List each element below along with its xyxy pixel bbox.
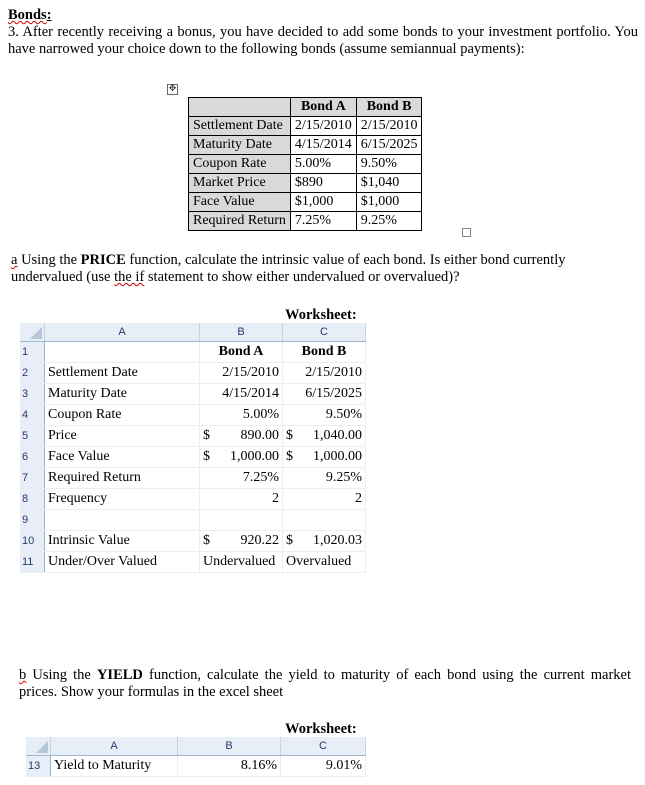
cell-a[interactable]: Face Value — [45, 447, 200, 468]
part-a-text3: statement to show either undervalued or overvalued)? — [144, 269, 460, 285]
bond-table-header — [189, 98, 422, 117]
cell-b[interactable]: 8.16% — [178, 756, 281, 777]
bond-row-label: Maturity Date — [189, 136, 291, 155]
currency-symbol: $ — [203, 428, 210, 443]
table-row — [20, 447, 366, 468]
cell-c[interactable] — [283, 531, 366, 552]
title-suffix: : — [46, 7, 52, 23]
cell-b[interactable] — [200, 426, 283, 447]
worksheet1-title: Worksheet: — [285, 307, 357, 323]
cell-c[interactable]: 9.01% — [281, 756, 366, 777]
cell-b[interactable] — [200, 510, 283, 531]
cell-b[interactable]: 5.00% — [200, 405, 283, 426]
cell-a[interactable]: Frequency — [45, 489, 200, 510]
part-a-text1: Using the — [17, 252, 81, 268]
cell-c[interactable]: 2 — [283, 489, 366, 510]
cell-c[interactable]: Overvalued — [283, 552, 366, 573]
bond-row-label: Settlement Date — [189, 117, 291, 136]
cell-value: 1,020.03 — [313, 533, 362, 548]
row-number[interactable]: 1 — [20, 342, 45, 363]
row-number[interactable]: 6 — [20, 447, 45, 468]
cell-a[interactable] — [45, 510, 200, 531]
row-number[interactable]: 2 — [20, 363, 45, 384]
intro-paragraph: 3. After recently receiving a bonus, you have decided to add some bonds to your investment portfolio. You have narrowed your choice down to the following bonds (assume semiannual payments): — [8, 24, 638, 57]
cell-b[interactable]: 2 — [200, 489, 283, 510]
bond-table-header-a: Bond A — [290, 98, 356, 117]
row-number[interactable]: 9 — [20, 510, 45, 531]
cell-c[interactable]: 6/15/2025 — [283, 384, 366, 405]
cell-value: 1,000.00 — [230, 449, 279, 464]
cell-c[interactable] — [283, 447, 366, 468]
part-b-paragraph — [19, 667, 631, 701]
cell-a[interactable]: Intrinsic Value — [45, 531, 200, 552]
table-row — [20, 510, 366, 531]
part-a-the-if: the if — [114, 269, 145, 285]
worksheet2-grid — [26, 737, 366, 777]
currency-symbol: $ — [203, 533, 210, 548]
part-b-letter: b — [19, 667, 27, 683]
row-number[interactable]: 7 — [20, 468, 45, 489]
worksheet1-grid — [20, 323, 366, 573]
cell-c[interactable]: 9.50% — [283, 405, 366, 426]
row-number[interactable]: 8 — [20, 489, 45, 510]
part-b-text2: function, calculate the yield to maturity of each bond using the current market prices. Show your formulas in the excel sheet — [19, 667, 631, 700]
bond-table — [188, 97, 422, 231]
cell-b[interactable] — [200, 447, 283, 468]
select-all-corner[interactable] — [26, 737, 51, 756]
bond-table-row — [189, 117, 422, 136]
bond-row-a: 7.25% — [290, 212, 356, 231]
bond-row-b: 6/15/2025 — [356, 136, 422, 155]
cell-b[interactable]: 2/15/2010 — [200, 363, 283, 384]
cell-a[interactable]: Required Return — [45, 468, 200, 489]
cell-b[interactable]: 4/15/2014 — [200, 384, 283, 405]
part-a-paragraph — [11, 252, 637, 286]
bond-row-label: Required Return — [189, 212, 291, 231]
table-row — [20, 468, 366, 489]
row-number[interactable]: 11 — [20, 552, 45, 573]
bond-table-row — [189, 212, 422, 231]
select-all-corner[interactable] — [20, 323, 45, 342]
table-row — [20, 489, 366, 510]
cell-a[interactable]: Price — [45, 426, 200, 447]
table-move-handle-icon[interactable]: ✥ — [168, 84, 177, 94]
table-row — [26, 756, 366, 777]
bond-row-label: Face Value — [189, 193, 291, 212]
bond-row-a: $890 — [290, 174, 356, 193]
bond-table-header-b: Bond B — [356, 98, 422, 117]
column-header-a[interactable]: A — [51, 737, 178, 756]
table-row — [20, 405, 366, 426]
bond-table-row — [189, 174, 422, 193]
part-a-letter: a — [11, 252, 18, 268]
cell-a[interactable]: Under/Over Valued — [45, 552, 200, 573]
table-row — [20, 384, 366, 405]
cell-value: 1,040.00 — [313, 428, 362, 443]
cell-value: 1,000.00 — [313, 449, 362, 464]
cell-b[interactable]: Undervalued — [200, 552, 283, 573]
table-row — [20, 552, 366, 573]
bond-row-a: 2/15/2010 — [290, 117, 356, 136]
bond-row-b: $1,000 — [356, 193, 422, 212]
column-header-row — [20, 323, 366, 342]
cell-a[interactable]: Yield to Maturity — [51, 756, 178, 777]
currency-symbol: $ — [286, 449, 293, 464]
bond-row-label: Coupon Rate — [189, 155, 291, 174]
cell-b[interactable] — [200, 531, 283, 552]
cell-c[interactable] — [283, 510, 366, 531]
bond-row-b: 9.50% — [356, 155, 422, 174]
column-header-a[interactable]: A — [45, 323, 200, 342]
bond-row-a: 5.00% — [290, 155, 356, 174]
bond-table-row — [189, 155, 422, 174]
column-header-c[interactable]: C — [283, 323, 366, 342]
cell-c[interactable]: 9.25% — [283, 468, 366, 489]
currency-symbol: $ — [203, 449, 210, 464]
row-number[interactable]: 10 — [20, 531, 45, 552]
row-number[interactable]: 5 — [20, 426, 45, 447]
cell-c[interactable]: Bond B — [283, 342, 366, 363]
table-row — [20, 363, 366, 384]
bond-row-a: $1,000 — [290, 193, 356, 212]
cell-a[interactable] — [45, 342, 200, 363]
bond-row-label: Market Price — [189, 174, 291, 193]
currency-symbol: $ — [286, 533, 293, 548]
part-a-text2: function, calculate the intrinsic value of each bond. Is either bond currently undervalued (use — [11, 252, 566, 285]
title-text: Bonds — [8, 7, 47, 23]
row-number[interactable]: 3 — [20, 384, 45, 405]
cell-value: 890.00 — [240, 428, 279, 443]
column-header-b[interactable]: B — [200, 323, 283, 342]
table-row — [20, 426, 366, 447]
cell-b[interactable]: 7.25% — [200, 468, 283, 489]
cell-a[interactable]: Coupon Rate — [45, 405, 200, 426]
table-row — [20, 531, 366, 552]
bond-table-row — [189, 136, 422, 155]
part-b-bold: YIELD — [96, 667, 143, 683]
part-a-bold: PRICE — [80, 252, 126, 268]
bond-table-corner — [189, 98, 291, 117]
table-row — [20, 342, 366, 363]
bond-row-b: 2/15/2010 — [356, 117, 422, 136]
bond-table-row — [189, 193, 422, 212]
bond-row-b: $1,040 — [356, 174, 422, 193]
document-title — [8, 7, 52, 24]
worksheet2-title: Worksheet: — [285, 721, 357, 737]
cell-a[interactable]: Maturity Date — [45, 384, 200, 405]
cell-c[interactable]: 2/15/2010 — [283, 363, 366, 384]
bond-row-a: 4/15/2014 — [290, 136, 356, 155]
row-number[interactable]: 13 — [26, 756, 51, 777]
cell-b[interactable]: Bond A — [200, 342, 283, 363]
cell-c[interactable] — [283, 426, 366, 447]
table-resize-handle-icon[interactable] — [462, 228, 471, 237]
column-header-b[interactable]: B — [178, 737, 281, 756]
part-b-text1: Using the — [26, 667, 97, 683]
row-number[interactable]: 4 — [20, 405, 45, 426]
bond-row-b: 9.25% — [356, 212, 422, 231]
cell-a[interactable]: Settlement Date — [45, 363, 200, 384]
column-header-row — [26, 737, 366, 756]
column-header-c[interactable]: C — [281, 737, 366, 756]
currency-symbol: $ — [286, 428, 293, 443]
cell-value: 920.22 — [240, 533, 279, 548]
